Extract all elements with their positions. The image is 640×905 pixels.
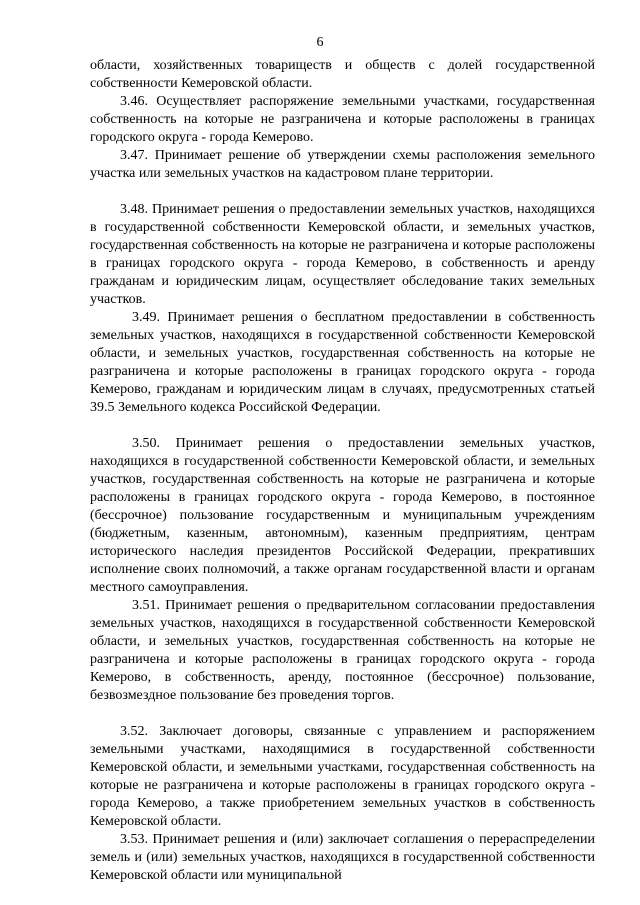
document-body [90,57,595,885]
paragraph-3-52: 3.52. Заключает договоры, связанные с управлением и распоряжением земельными участками, находящимися в государственной собственности Кемеровской области, и земельными участками, государственная собственность на которые не разграничена и которые расположены в границах городского округа - города Кемерово, а также приобретением земельных участков в собственность Кемеровской области. [90,724,595,829]
paragraph-continuation: области, хозяйственных товариществ и обществ с долей государственной собственности Кемеровской области. [90,58,595,91]
paragraph-3-50: 3.50. Принимает решения о предоставлении земельных участков, находящихся в государственной собственности Кемеровской области, и земельных участков, государственная собственность на которые не разграничена и которые расположены в границах городского округа - города Кемерово, в постоянное (бессрочное) пользование государственным и муниципальным учреждениям (бюджетным, казенным, автономным), казенным предприятиям, центрам исторического наследия президентов Российской Федерации, прекративших исполнение своих полномочий, а также органам государственной власти и органам местного самоуправления. [90,436,595,595]
paragraph-3-46: 3.46. Осуществляет распоряжение земельными участками, государственная собственность на которые не разграничена и которые расположены в границах городского округа - города Кемерово. [90,94,595,145]
paragraph-3-47: 3.47. Принимает решение об утверждении схемы расположения земельного участка или земельных участков на кадастровом плане территории. [90,148,595,181]
paragraph-3-48: 3.48. Принимает решения о предоставлении земельных участков, находящихся в государственной собственности Кемеровской области, и земельных участков, государственная собственность на которые не разграничена и которые расположены в границах городского округа - города Кемерово, в собственность и аренду гражданам и юридическим лицам, осуществляет обследование таких земельных участков. [90,202,595,307]
paragraph-3-53: 3.53. Принимает решения и (или) заключает соглашения о перераспределении земель и (или) земельных участков, находящихся в государственной собственности Кемеровской области или муниципальной [90,832,595,883]
paragraph-3-51: 3.51. Принимает решения о предварительном согласовании предоставления земельных участков, находящихся в государственной собственности Кемеровской области, и земельных участков, государственная собственность на которые не разграничена и которые расположены в границах городского округа - города Кемерово, в собственность, аренду, постоянное (бессрочное) пользование, безвозмездное пользование без проведения торгов. [90,598,595,703]
page-number: 6 [316,35,324,50]
paragraph-3-49: 3.49. Принимает решения о бесплатном предоставлении в собственность земельных участков, находящихся в государственной собственности Кемеровской области, и земельных участков, государственная собственность на которые не разграничена и которые расположены в границах городского округа - города Кемерово, гражданам и юридическим лицам в случаях, предусмотренных статьей 39.5 Земельного кодекса Российской Федерации. [90,310,595,415]
